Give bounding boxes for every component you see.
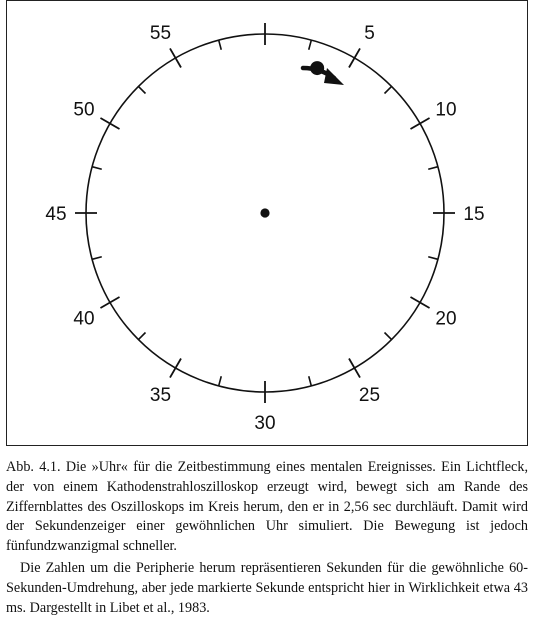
major-tick <box>170 48 181 67</box>
caption-text-1: Die »Uhr« für die Zeitbestimmung eines mentalen Ereignisses. Ein Lichtfleck, der von einem Kathodenstrahloszilloskop erzeugt wird, bewegt sich am Rande des Ziffernblattes des Oszilloskops im Kreis herum, den er in 2,56 sec durchläuft. Damit wird der Sekundenzeiger einer gewöhnlichen Uhr simuliert. Die Bewegung ist jedoch fünfundzwanzigmal schneller. <box>6 459 528 555</box>
clock-number: 25 <box>358 384 381 406</box>
minor-tick <box>92 257 102 260</box>
clock-number: 50 <box>73 99 95 121</box>
clock-number: 5 <box>364 23 375 45</box>
clock-number: 15 <box>463 204 485 225</box>
arrowhead-icon <box>324 68 344 85</box>
major-tick <box>170 358 181 377</box>
minor-tick <box>219 40 222 50</box>
clock-number: 45 <box>45 204 67 225</box>
center-dot <box>260 208 269 217</box>
minor-tick <box>309 40 312 50</box>
minor-tick <box>385 86 392 93</box>
major-tick <box>100 297 119 308</box>
minor-tick <box>428 167 438 170</box>
minor-tick <box>309 376 312 386</box>
minor-tick <box>138 333 145 340</box>
clock-number: 40 <box>73 308 95 330</box>
caption-paragraph-2: Die Zahlen um die Peripherie herum repräsentieren Sekunden für die gewöhnliche 60-Sekunden-Umdrehung, aber jede markierte Sekunde entspricht hier in Wirklichkeit etwa 43 ms. Dargestellt in Libet et al., 1983. <box>6 559 528 616</box>
clock-diagram <box>6 0 528 446</box>
caption-label: Abb. 4.1. <box>6 459 61 475</box>
minor-tick <box>138 86 145 93</box>
clock-number: 55 <box>149 23 172 45</box>
major-tick <box>100 118 119 129</box>
minor-tick <box>92 167 102 170</box>
figure-caption <box>6 458 528 618</box>
major-tick <box>410 118 429 129</box>
minor-tick <box>428 257 438 260</box>
clock-numbers <box>45 23 484 434</box>
major-tick <box>349 358 360 377</box>
clock-number: 20 <box>435 308 457 330</box>
minor-tick <box>385 333 392 340</box>
major-tick <box>410 297 429 308</box>
minor-tick <box>219 376 222 386</box>
major-tick <box>349 48 360 67</box>
caption-paragraph-1 <box>6 458 528 557</box>
clock-number: 10 <box>435 99 457 121</box>
clock-number: 30 <box>254 413 276 434</box>
clock-number: 35 <box>149 384 172 406</box>
